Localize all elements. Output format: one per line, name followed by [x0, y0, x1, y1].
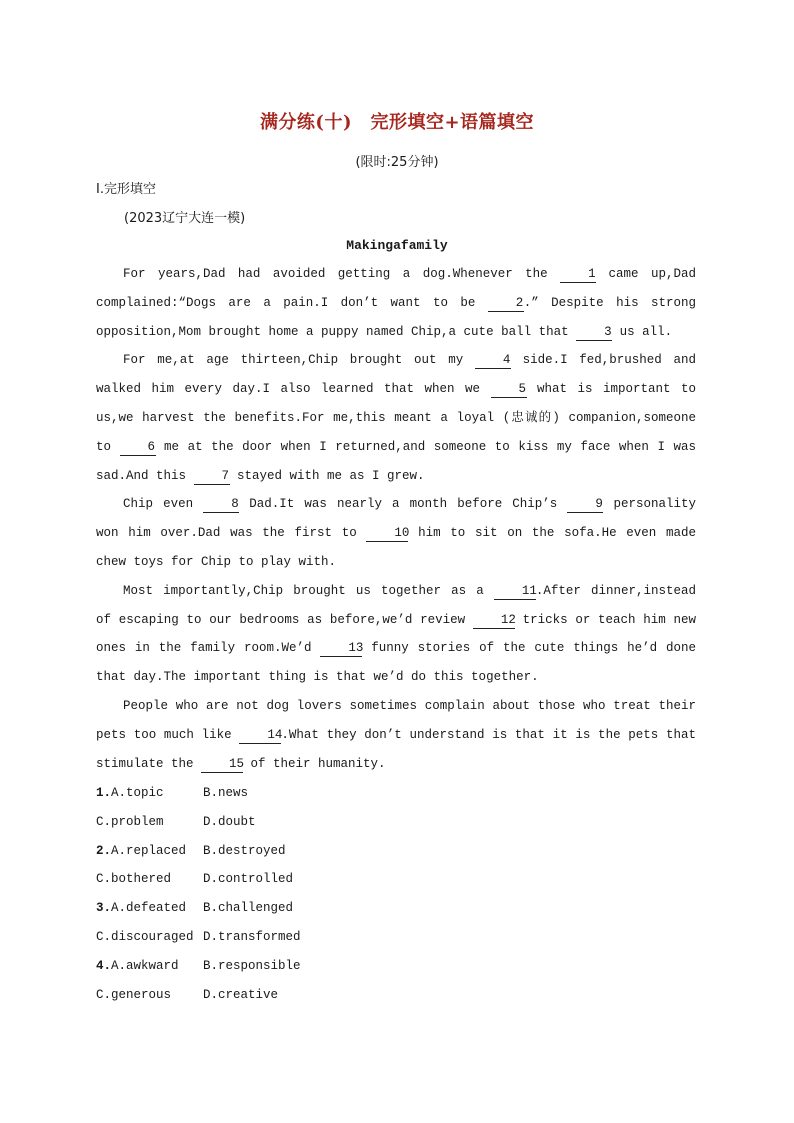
paragraph-1: For years,Dad had avoided getting a dog.Whenever the 1 came up,Dad complained:“Dogs are a pain.I don’t want to be 2.” Despite his strong opposition,Mom brought home a puppy named Chip,a cute ball that 3 us all.: [96, 267, 696, 339]
paragraph-3: Chip even 8 Dad.It was nearly a month before Chip’s 9 personality won him over.Dad was the first to 10 him to sit on the sofa.He even made chew toys for Chip to play with.: [96, 497, 697, 569]
blank-13: 13: [320, 640, 362, 657]
option-d: D.transformed: [203, 929, 301, 944]
option-row: [96, 865, 301, 894]
blank-4: 4: [475, 352, 511, 369]
blank-11: 11: [494, 583, 536, 600]
option-c: C.discouraged: [96, 929, 194, 944]
question-number: 2.: [96, 843, 112, 858]
paragraph-5: People who are not dog lovers sometimes complain about those who treat their pets too much like 14.What they don’t understand is that it is the pets that stimulate the 15 of their humanity.: [96, 698, 696, 771]
option-b: B.news: [203, 786, 249, 800]
blank-2: 2: [488, 295, 524, 312]
option-row: [96, 894, 301, 923]
question-number: 4.: [96, 958, 112, 973]
option-c: C.generous: [96, 987, 172, 1002]
option-row: [96, 952, 301, 981]
option-a: A.defeated: [111, 901, 187, 916]
section-heading: Ⅰ.完形填空: [96, 182, 156, 197]
option-b: B.challenged: [203, 901, 294, 916]
paragraph-2: For me,at age thirteen,Chip brought out my 4 side.I fed,brushed and walked him every day.I also learned that when we 5 what is important to us,we harvest the benefits.For me,this meant a loyal (忠诚的) companion,someone to 6 me at the door when I returned,and someone to kiss my face when I was sad.And this 7 stayed with me as I grew.: [96, 353, 696, 483]
blank-5: 5: [491, 381, 527, 398]
page-title: 满分练(十) 完形填空+语篇填空: [259, 112, 535, 133]
option-row: [96, 837, 301, 866]
option-b: B.destroyed: [203, 843, 286, 858]
passage-body: [96, 260, 696, 778]
option-row: [96, 923, 301, 952]
option-d: D.creative: [203, 987, 279, 1002]
option-c: C.problem: [96, 814, 164, 829]
blank-8: 8: [203, 496, 239, 513]
option-c: C.bothered: [96, 872, 172, 887]
blank-12: 12: [473, 612, 515, 629]
option-d: D.controlled: [203, 872, 294, 887]
blank-6: 6: [120, 439, 156, 456]
blank-10: 10: [366, 525, 408, 542]
option-a: A.replaced: [111, 843, 187, 858]
question-number: 1.: [96, 786, 112, 800]
passage-title: Makingafamily: [346, 238, 448, 253]
option-b: B.responsible: [203, 958, 301, 973]
paragraph-4: Most importantly,Chip brought us together as a 11.After dinner,instead of escaping to our bedrooms as before,we’d review 12 tricks or teach him new ones in the family room.We’d 13 funny stories of the cute things he’d done that day.The important thing is that we’d do this together.: [96, 583, 697, 685]
option-row: [96, 779, 301, 808]
option-a: A.topic: [111, 786, 164, 800]
blank-3: 3: [576, 324, 612, 341]
blank-9: 9: [567, 496, 603, 513]
option-row: [96, 981, 301, 1010]
option-d: D.doubt: [203, 814, 256, 829]
blank-7: 7: [194, 468, 230, 485]
source-note: (2023辽宁大连一模): [124, 211, 246, 226]
option-a: A.awkward: [111, 958, 179, 973]
answer-options: [96, 779, 301, 1009]
blank-14: 14: [239, 727, 281, 744]
time-limit: (限时:25分钟): [355, 155, 439, 170]
blank-15: 15: [201, 756, 243, 773]
option-row: [96, 808, 301, 837]
blank-1: 1: [560, 266, 596, 283]
question-number: 3.: [96, 901, 112, 916]
